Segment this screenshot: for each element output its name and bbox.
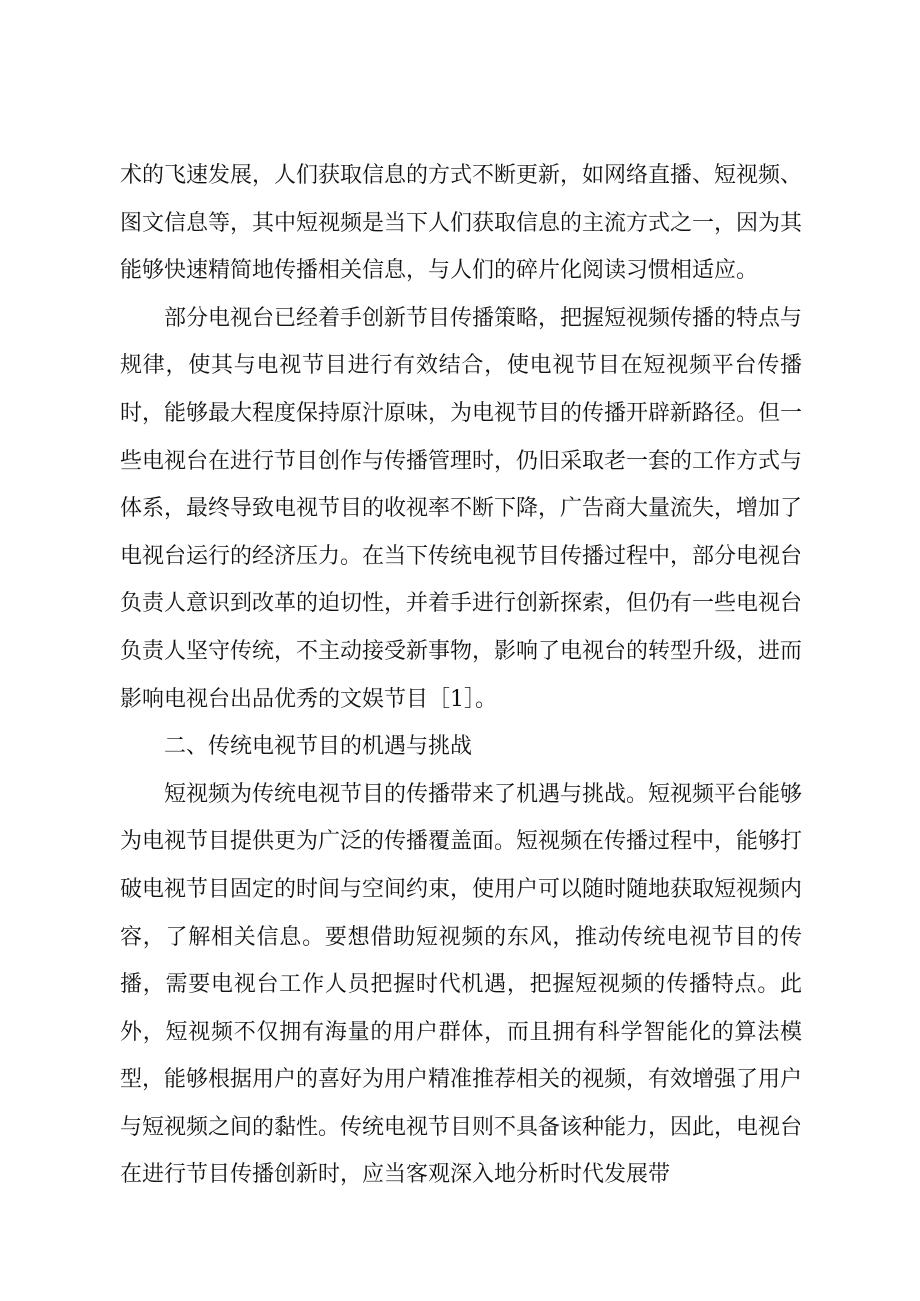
paragraph-continued: 术的飞速发展，人们获取信息的方式不断更新，如网络直播、短视频、图文信息等，其中短视频是当下人们获取信息的主流方式之一，因为其能够快速精简地传播相关信息，与人们的碎片化阅读习惯相适应。 [120, 163, 803, 284]
section-heading: 二、传统电视节目的机遇与挑战 [164, 734, 473, 760]
paragraph-opportunity: 短视频为传统电视节目的传播带来了机遇与挑战。短视频平台能够为电视节目提供更为广泛的传播覆盖面。短视频在传播过程中，能够打破电视节目固定的时间与空间约束，使用户可以随时随地获取短视频内容，了解相关信息。要想借助短视频的东风，推动传统电视节目的传播，需要电视台工作人员把握时代机遇，把握短视频的传播特点。此外，短视频不仅拥有海量的用户群体，而且拥有科学智能化的算法模型，能够根据用户的喜好为用户精准推荐相关的视频，有效增强了用户与短视频之间的黏性。传统电视节目则不具备该种能力，因此，电视台在进行节目传播创新时，应当客观深入地分析时代发展带 [120, 781, 803, 1188]
paragraph-strategy: 部分电视台已经着手创新节目传播策略，把握短视频传播的特点与规律，使其与电视节目进行有效结合，使电视节目在短视频平台传播时，能够最大程度保持原汁原味，为电视节目的传播开辟新路径。但一些电视台在进行节目创作与传播管理时，仍旧采取老一套的工作方式与体系，最终导致电视节目的收视率不断下降，广告商大量流失，增加了电视台运行的经济压力。在当下传统电视节目传播过程中，部分电视台负责人意识到改革的迫切性，并着手进行创新探索，但仍有一些电视台负责人坚守传统，不主动接受新事物，影响了电视台的转型升级，进而影响电视台出品优秀的文娱节目［1］。 [120, 305, 803, 712]
document-page [120, 152, 802, 1199]
